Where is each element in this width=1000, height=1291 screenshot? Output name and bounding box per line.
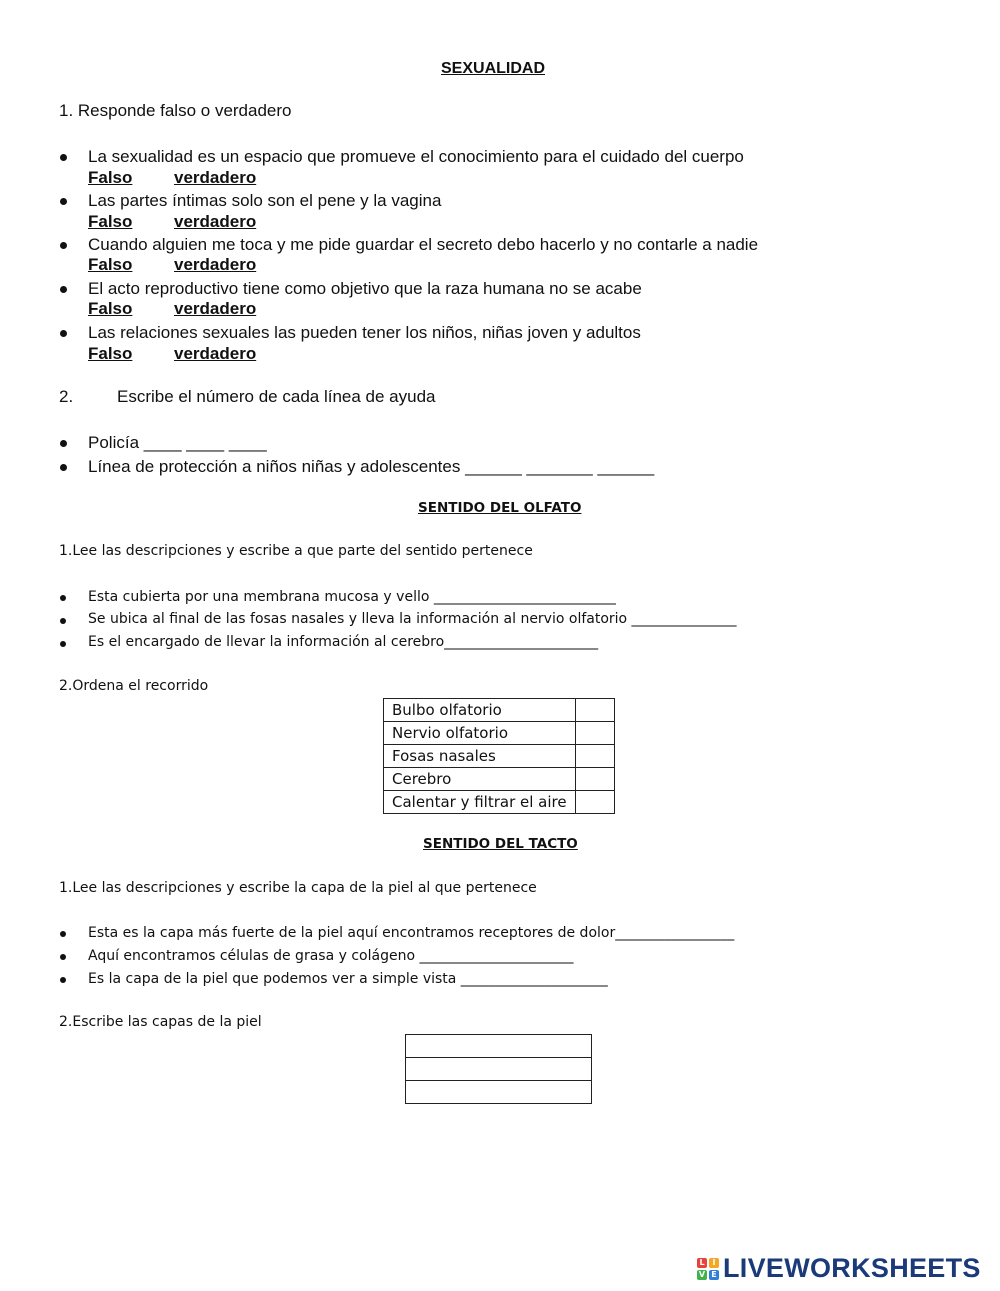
bullet — [60, 464, 67, 471]
table-cell-label: Cerebro — [384, 768, 576, 791]
logo-block: L — [697, 1258, 707, 1268]
table-row — [384, 768, 615, 791]
verdadero-option[interactable]: verdadero — [174, 255, 257, 274]
table-cell-label: Calentar y filtrar el aire — [384, 791, 576, 814]
statement-3: Cuando alguien me toca y me pide guardar el secreto debo hacerlo y no contarle a nadie — [88, 235, 759, 254]
bullet — [60, 595, 66, 601]
bullet — [60, 242, 67, 249]
logo-text: LIVEWORKSHEETS — [723, 1253, 981, 1283]
skin-layer-input[interactable] — [406, 1058, 592, 1081]
order-input-cell[interactable] — [576, 791, 615, 814]
order-input-cell[interactable] — [576, 745, 615, 768]
table-cell-label: Nervio olfatorio — [384, 722, 576, 745]
falso-option[interactable]: Falso — [88, 212, 133, 231]
tacto-item-2[interactable]: Aquí encontramos células de grasa y colágeno ______________________ — [88, 948, 574, 964]
falso-option[interactable]: Falso — [88, 299, 133, 318]
bullet — [60, 641, 66, 647]
section-title-olfato: SENTIDO DEL OLFATO — [418, 500, 582, 516]
table-row — [384, 722, 615, 745]
falso-option[interactable]: Falso — [88, 344, 133, 363]
statement-1: La sexualidad es un espacio que promueve el conocimiento para el cuidado del cuerpo — [88, 147, 744, 166]
helpline-children[interactable]: Línea de protección a niños niñas y adolescentes ______ _______ ______ — [88, 457, 655, 476]
tacto-item-3[interactable]: Es la capa de la piel que podemos ver a simple vista _____________________ — [88, 971, 608, 987]
bullet — [60, 618, 66, 624]
section-title-sexualidad: SEXUALIDAD — [441, 60, 546, 77]
tacto-question-1: 1.Lee las descripciones y escribe la capa de la piel al que pertenece — [59, 880, 537, 896]
statement-4: El acto reproductivo tiene como objetivo que la raza humana no se acabe — [88, 279, 642, 298]
bullet — [60, 330, 67, 337]
table-row — [384, 699, 615, 722]
falso-option[interactable]: Falso — [88, 255, 133, 274]
logo-block: E — [709, 1270, 719, 1280]
bullet — [60, 977, 66, 983]
helpline-police[interactable]: Policía ____ ____ ____ — [88, 433, 267, 452]
bullet — [60, 931, 66, 937]
logo-block: V — [698, 1269, 706, 1279]
olfato-question-1: 1.Lee las descripciones y escribe a que parte del sentido pertenece — [59, 543, 533, 559]
skin-layers-table — [405, 1034, 592, 1104]
verdadero-option[interactable]: verdadero — [174, 212, 257, 231]
verdadero-option[interactable]: verdadero — [174, 299, 257, 318]
bullet — [60, 154, 67, 161]
section-title-tacto: SENTIDO DEL TACTO — [423, 836, 578, 852]
table-cell-label: Fosas nasales — [384, 745, 576, 768]
olfato-item-2[interactable]: Se ubica al final de las fosas nasales y lleva la información al nervio olfatorio _______________ — [88, 611, 737, 627]
table-row — [406, 1058, 592, 1081]
falso-option[interactable]: Falso — [88, 168, 133, 187]
order-input-cell[interactable] — [576, 722, 615, 745]
table-row — [406, 1035, 592, 1058]
bullet — [60, 440, 67, 447]
olfato-item-1[interactable]: Esta cubierta por una membrana mucosa y vello __________________________ — [88, 589, 616, 605]
statement-5: Las relaciones sexuales las pueden tener los niños, niñas joven y adultos — [88, 323, 641, 342]
bullet — [60, 286, 67, 293]
question-1: 1. Responde falso o verdadero — [59, 101, 292, 120]
olfato-question-2: 2.Ordena el recorrido — [59, 678, 209, 694]
skin-layer-input[interactable] — [406, 1081, 592, 1104]
question-2-number: 2. — [59, 387, 74, 406]
logo-block: I — [709, 1258, 719, 1268]
olfato-order-table — [383, 698, 615, 814]
olfato-item-3[interactable]: Es el encargado de llevar la información al cerebro______________________ — [88, 634, 599, 650]
question-2: Escribe el número de cada línea de ayuda — [117, 387, 436, 406]
table-row — [406, 1081, 592, 1104]
logo-blocks — [697, 1258, 719, 1280]
verdadero-option[interactable]: verdadero — [174, 344, 257, 363]
table-cell-label: Bulbo olfatorio — [384, 699, 576, 722]
skin-layer-input[interactable] — [406, 1035, 592, 1058]
verdadero-option[interactable]: verdadero — [174, 168, 257, 187]
bullet — [60, 198, 67, 205]
order-input-cell[interactable] — [576, 768, 615, 791]
table-row — [384, 745, 615, 768]
order-input-cell[interactable] — [576, 699, 615, 722]
statement-2: Las partes íntimas solo son el pene y la vagina — [88, 191, 442, 210]
tacto-item-1[interactable]: Esta es la capa más fuerte de la piel aquí encontramos receptores de dolor_________________ — [88, 925, 735, 941]
liveworksheets-logo — [697, 1253, 981, 1284]
bullet — [60, 954, 66, 960]
table-row — [384, 791, 615, 814]
tacto-question-2: 2.Escribe las capas de la piel — [59, 1014, 262, 1030]
